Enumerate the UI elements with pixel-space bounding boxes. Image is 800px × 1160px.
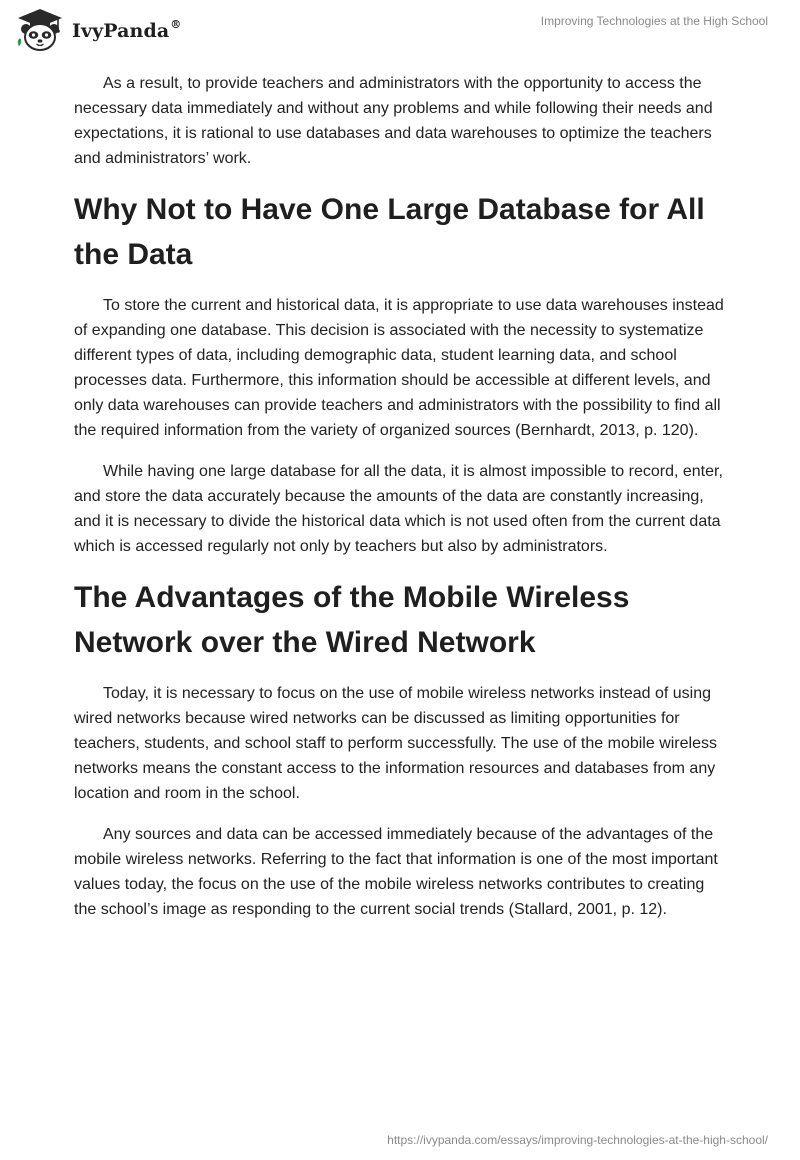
panda-graduation-icon — [14, 8, 66, 52]
paragraph: While having one large database for all the data, it is almost impossible to record, enter, and store the data accurately because the amounts of the data are constantly increasing, and it is necessary to divide the historical data which is not used often from the current data which is accessed regularly not only by teachers but also by administrators. — [74, 463, 723, 555]
paragraph: Any sources and data can be accessed immediately because of the advantages of the mobile wireless networks. Referring to the fact that information is one of the most important values today, the focus on the use of the mobile wireless networks contributes to creating the school’s image as responding to the current social trends (Stallard, 2001, p. 12). — [74, 826, 718, 918]
section-heading: The Advantages of the Mobile Wireless Network over the Wired Network — [74, 581, 630, 659]
ivypanda-logo[interactable] — [14, 8, 181, 52]
section-heading: Why Not to Have One Large Database for All the Data — [74, 193, 705, 271]
source-url[interactable]: https://ivypanda.com/essays/improving-technologies-at-the-high-school/ — [387, 1133, 768, 1147]
paragraph: Today, it is necessary to focus on the use of mobile wireless networks instead of using wired networks because wired networks can be discussed as limiting opportunities for teachers, students, and school staff to perform successfully. The use of the mobile wireless networks means the constant access to the information resources and databases from any location and room in the school. — [74, 685, 717, 802]
running-title: Improving Technologies at the High School — [540, 14, 768, 28]
paragraph: As a result, to provide teachers and administrators with the opportunity to access the necessary data immediately and without any problems and while following their needs and expectations, it is rational to use databases and data warehouses to optimize the teachers and administrators’ work. — [74, 75, 713, 167]
paragraph: To store the current and historical data, it is appropriate to use data warehouses instead of expanding one database. This decision is associated with the necessity to systematize different types of data, including demographic data, student learning data, and school processes data. Furthermore, this information should be accessible at different levels, and only data warehouses can provide teachers and administrators with the possibility to find all the required information from the variety of organized sources (Bernhardt, 2013, p. 120). — [74, 297, 724, 439]
brand-name: IvyPanda® — [72, 18, 182, 42]
page-header — [0, 0, 800, 64]
article-body — [74, 71, 730, 938]
